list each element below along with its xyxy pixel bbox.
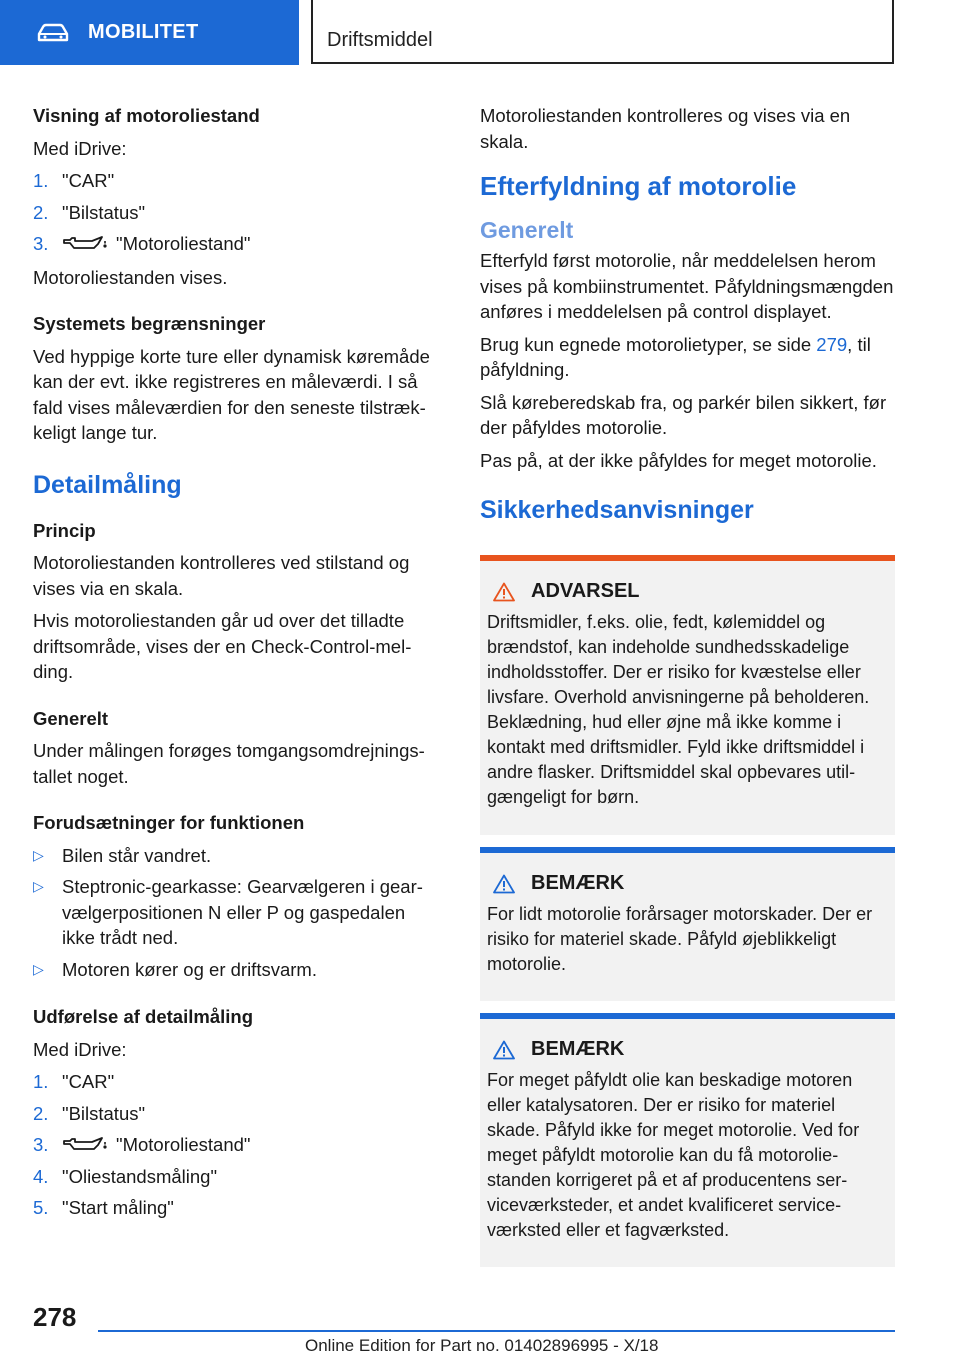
notice-box-2 bbox=[480, 1013, 895, 1267]
step-item bbox=[33, 1195, 443, 1221]
med-idrive-text: Med iDrive: bbox=[33, 137, 127, 159]
vises-text: Motoroliestanden vises. bbox=[33, 266, 228, 288]
generelt-text: Under målingen forøges tomgangsomdrejningstallet noget. bbox=[33, 740, 425, 787]
heading-visning: Visning af motoroliestand bbox=[33, 105, 260, 126]
section-tab-label: MOBILITET bbox=[88, 21, 199, 43]
step-number: 5. bbox=[33, 1197, 49, 1218]
box-color-bar bbox=[480, 555, 895, 561]
box-title-text: BEMÆRK bbox=[531, 1038, 625, 1060]
requirements-list bbox=[33, 843, 443, 983]
page-link-279[interactable]: 279 bbox=[816, 333, 848, 355]
step-number: 1. bbox=[33, 170, 49, 191]
triangle-bullet-icon: ▷ bbox=[33, 878, 44, 894]
step-label: "Start måling" bbox=[62, 1197, 174, 1218]
step-label: "Bilstatus" bbox=[62, 1102, 146, 1124]
car-icon bbox=[36, 23, 70, 43]
step-label: "Motoroliestand" bbox=[116, 233, 251, 254]
chapter-title: Driftsmiddel bbox=[327, 29, 433, 51]
box-title-text: ADVARSEL bbox=[531, 580, 640, 602]
step-item bbox=[33, 1164, 443, 1190]
heading-generelt: Generelt bbox=[33, 707, 109, 729]
step-number: 3. bbox=[33, 1134, 49, 1155]
box-color-bar bbox=[480, 847, 895, 853]
step-label: "CAR" bbox=[62, 170, 115, 191]
requirement-text: Bilen står vandret. bbox=[62, 844, 212, 866]
box-title bbox=[493, 1037, 888, 1062]
warning-triangle-icon bbox=[493, 1040, 515, 1060]
oil-can-icon bbox=[62, 1135, 110, 1153]
step-label: "CAR" bbox=[62, 1071, 115, 1092]
step-label: "Bilstatus" bbox=[62, 201, 146, 223]
heading-sikkerhed: Sikkerhedsanvisninger bbox=[480, 496, 754, 524]
heading-system: Systemets begrænsninger bbox=[33, 313, 266, 334]
step-number: 2. bbox=[33, 201, 49, 223]
princip-text-1: Motoroliestanden kontrolleres ved stilstand og vises via en skala. bbox=[33, 552, 410, 599]
box-color-bar bbox=[480, 1013, 895, 1019]
generelt-text-4: Pas på, at der ikke påfyldes for meget motorolie. bbox=[480, 449, 877, 471]
oil-can-icon bbox=[62, 234, 110, 252]
warning-triangle-icon bbox=[493, 874, 515, 894]
step-number: 1. bbox=[33, 1071, 49, 1092]
footer-divider bbox=[98, 1330, 895, 1332]
box-text: Driftsmidler, f.eks. olie, fedt, kølemiddel og brændstof, kan indeholde sundhedsskadelige indholdsstoffer. Der er risiko for kvæstelse eller livsfare. Overhold anvisningerne på beholderen. Beklædning, hud eller øjne må ikke komme i kontakt med driftsmidler. Fyld ikke driftsmiddel i andre flasker. Driftsmiddel skal opbevares utilgængeligt for børn. bbox=[487, 612, 870, 807]
step-item bbox=[33, 1069, 443, 1095]
edition-text: Online Edition for Part no. 01402896995 - X/18 bbox=[305, 1336, 659, 1355]
step-label: "Motoroliestand" bbox=[116, 1134, 251, 1155]
box-title bbox=[493, 871, 888, 896]
intro-text: Motoroliestanden kontrolleres og vises via en skala. bbox=[480, 105, 851, 152]
system-text: Ved hyppige korte ture eller dynamisk køremåde kan der evt. ikke registreres en måleværdi. I så fald vises måleværdien for den seneste tilstrækkeligt lange tur. bbox=[33, 345, 430, 443]
heading-generelt-right: Generelt bbox=[480, 217, 574, 243]
med-idrive-text-2: Med iDrive: bbox=[33, 1038, 127, 1060]
step-item bbox=[33, 231, 443, 257]
step-number: 3. bbox=[33, 233, 49, 254]
step-item bbox=[33, 1101, 443, 1127]
right-column bbox=[480, 103, 895, 543]
generelt-text-1: Efterfyld først motorolie, når meddelelsen herom vises på kombiinstrumentet. Påfyldningsmængden anføres i meddelelsen på control displayet. bbox=[480, 250, 894, 322]
requirement-item bbox=[33, 843, 443, 869]
page-number: 278 bbox=[33, 1302, 77, 1332]
generelt-text-3: Slå køreberedskab fra, og parkér bilen sikkert, før der påfyldes motorolie. bbox=[480, 391, 887, 438]
princip-text-2: Hvis motoroliestanden går ud over det tilladte driftsområde, vises der en Check-Control-melding. bbox=[33, 610, 412, 682]
heading-udfoerelse: Udførelse af detailmåling bbox=[33, 1006, 253, 1027]
warning-triangle-icon bbox=[493, 582, 515, 602]
step-item bbox=[33, 1132, 443, 1158]
generelt-text-2: Brug kun egnede motorolietyper, se side 279, til påfyldning. bbox=[480, 333, 871, 380]
step-label: "Oliestandsmåling" bbox=[62, 1165, 218, 1187]
heading-princip: Princip bbox=[33, 519, 96, 541]
steps-list-2 bbox=[33, 1069, 443, 1221]
section-tab bbox=[0, 0, 299, 65]
triangle-bullet-icon: ▷ bbox=[33, 846, 44, 863]
steps-list-1 bbox=[33, 168, 443, 257]
step-item bbox=[33, 200, 443, 226]
requirement-text: Steptronic-gearkasse: Gearvælgeren i gearvælgerpositionen N eller P og gaspedalen ikke trådt ned. bbox=[62, 876, 423, 948]
box-title bbox=[493, 579, 888, 604]
box-text: For lidt motorolie forårsager motorskader. Der er risiko for materiel skade. Påfyld øjeblikkeligt motorolie. bbox=[487, 904, 873, 974]
step-number: 2. bbox=[33, 1102, 49, 1124]
requirement-item bbox=[33, 957, 443, 983]
heading-forudsaetninger: Forudsætninger for funktionen bbox=[33, 812, 305, 833]
requirement-item bbox=[33, 874, 443, 951]
box-text: For meget påfyldt olie kan beskadige motoren eller katalysatoren. Der er risiko for materiel skade. Påfyld ikke for meget motorolie. Ved for meget påfyldt motorolie kan du få motoroliestanden korrigeret på et af producentens serviceværksteder, et andet kvalificeret serviceværksted eller et fagværksted. bbox=[487, 1070, 860, 1240]
box-title-text: BEMÆRK bbox=[531, 872, 625, 894]
step-number: 4. bbox=[33, 1165, 49, 1187]
triangle-bullet-icon: ▷ bbox=[33, 960, 44, 977]
heading-efterfyldning: Efterfyldning af motorolie bbox=[480, 171, 797, 201]
requirement-text: Motoren kører og er driftsvarm. bbox=[62, 958, 317, 980]
step-item bbox=[33, 168, 443, 194]
left-column bbox=[33, 103, 443, 1229]
heading-detailmaaling: Detailmåling bbox=[33, 470, 182, 499]
notice-box-1 bbox=[480, 847, 895, 1001]
warning-box-advarsel bbox=[480, 555, 895, 835]
chapter-header bbox=[311, 0, 894, 64]
